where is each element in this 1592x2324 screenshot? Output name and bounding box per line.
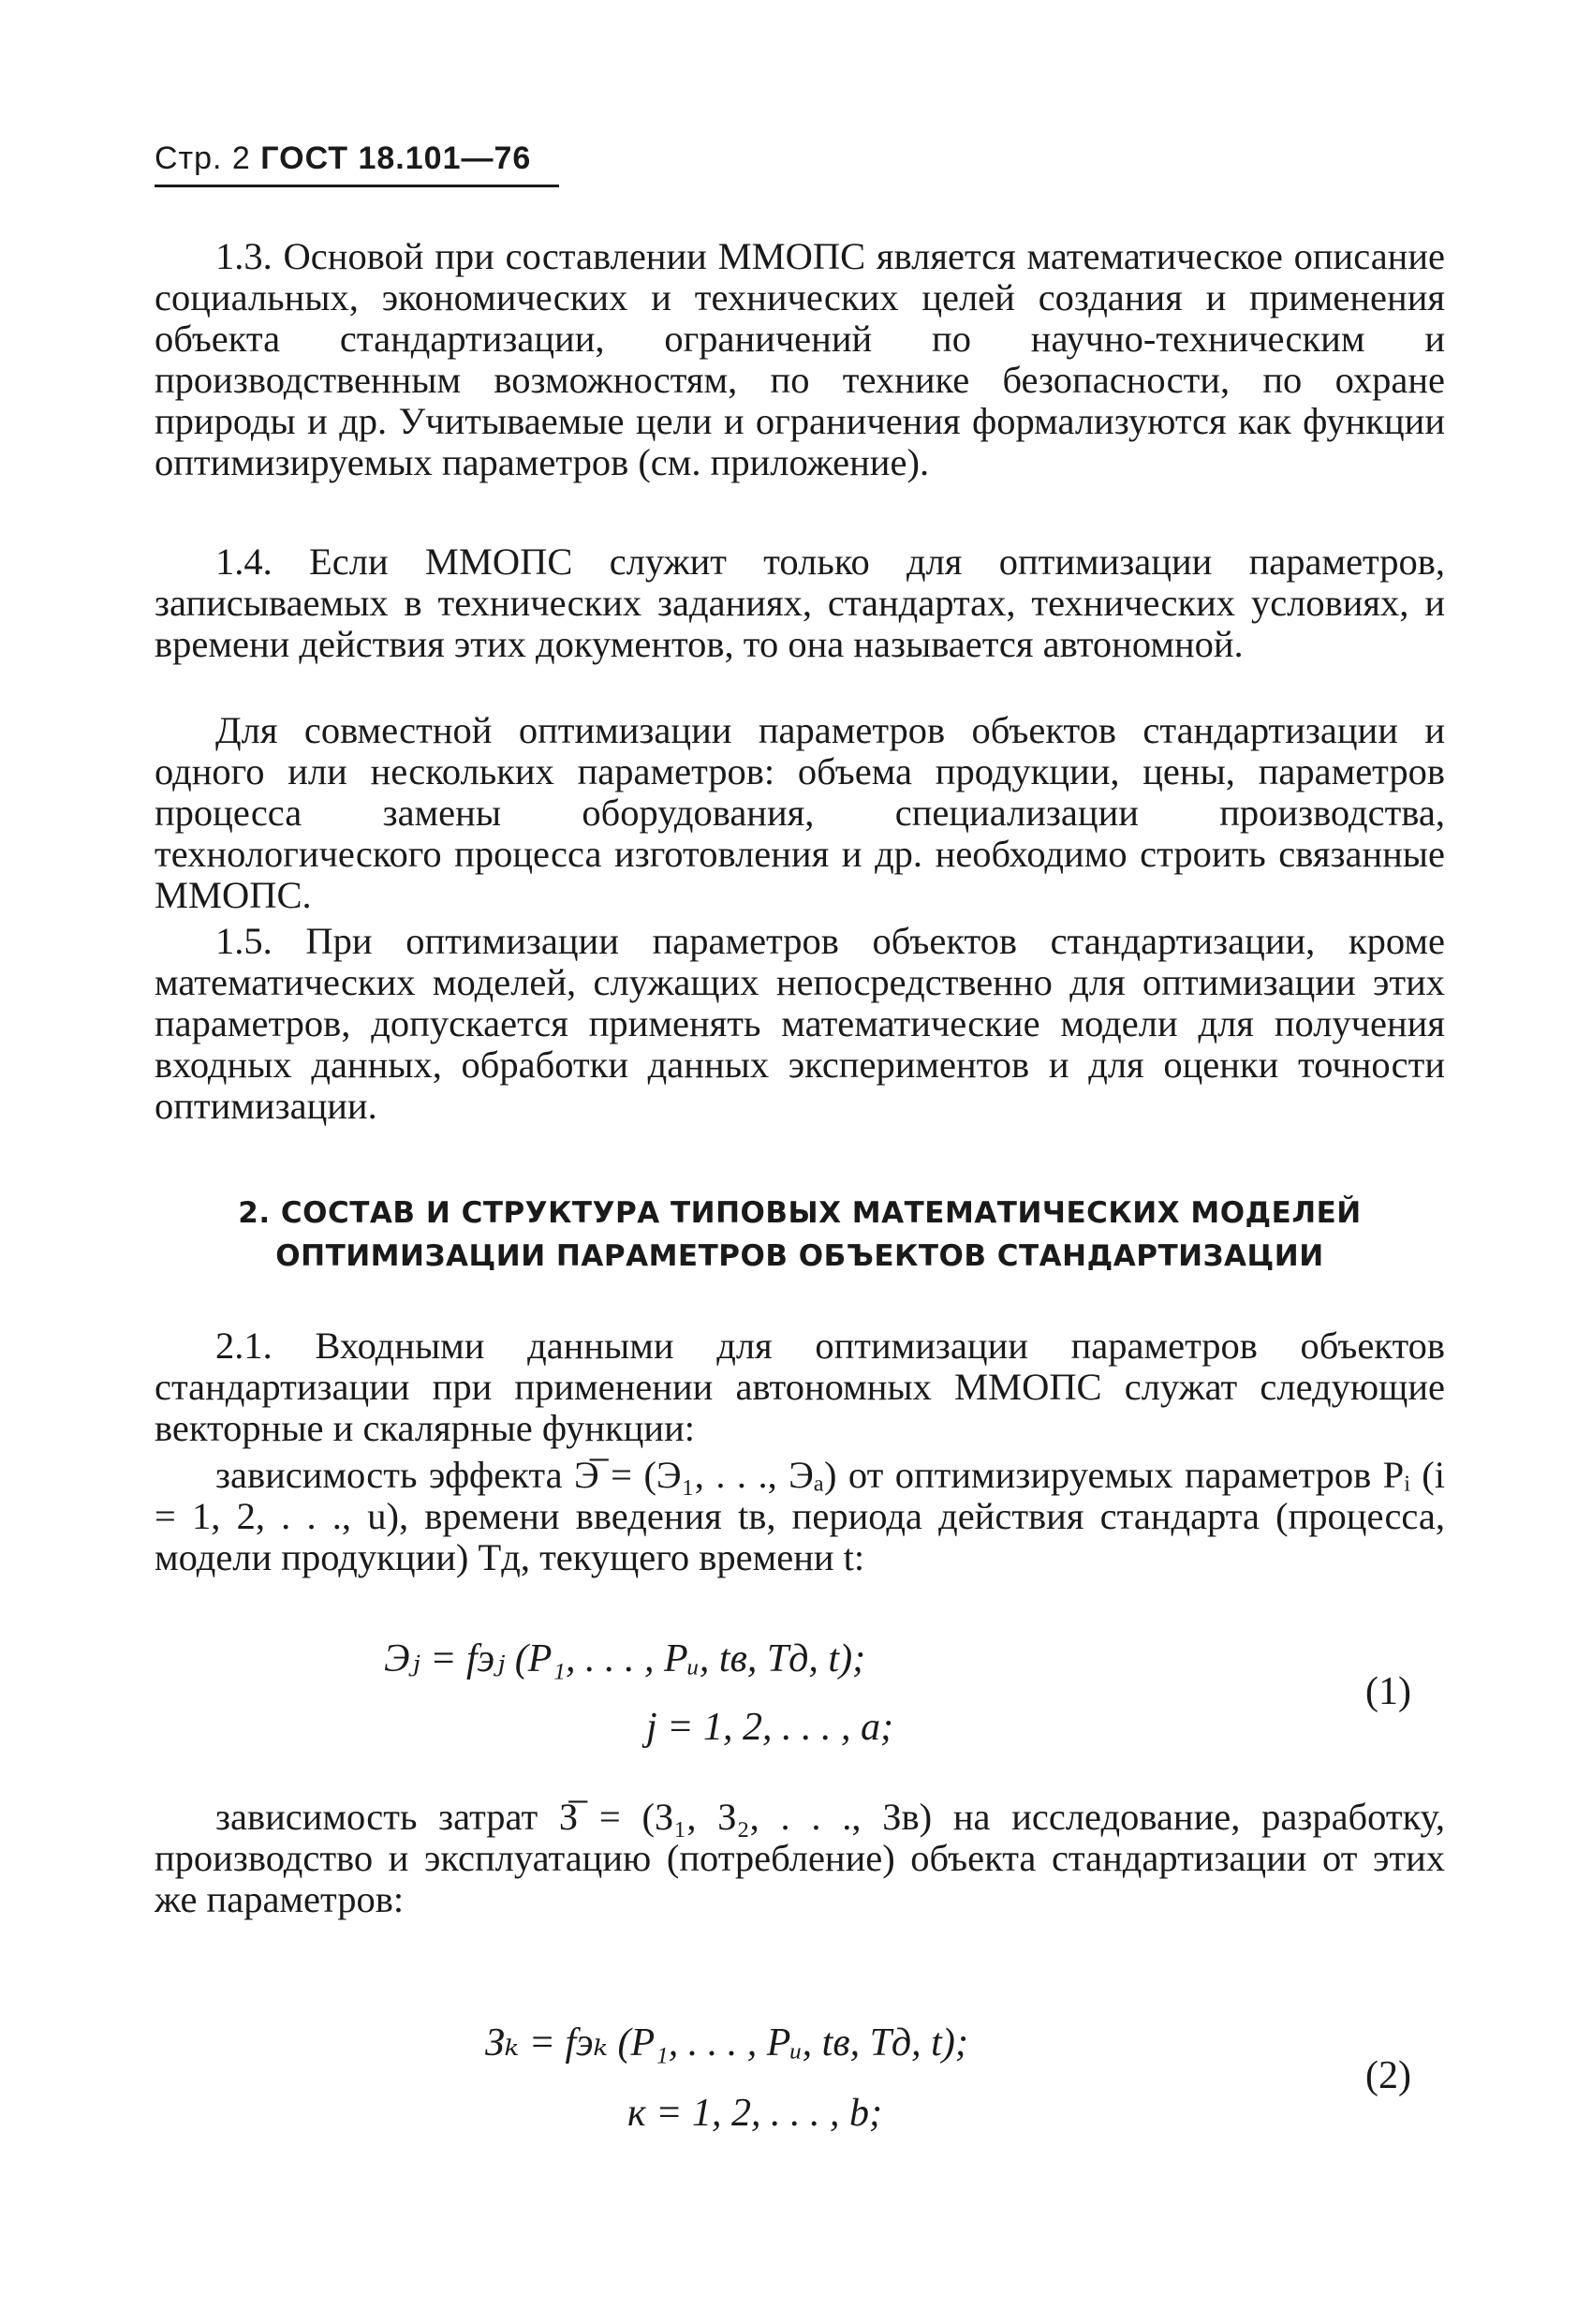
page-header [155,141,531,177]
paragraph-effect-dependency: зависимость эффекта Э̅ = (Э₁, . . ., Эₐ) от оптимизируемых параметров Pᵢ (i = 1, 2, . . ., u), времени введения tв, периода действия стандарта (процесса, модели продукции) Tд, текущего времени t: [155,1454,1445,1578]
paragraph-2-1: 2.1. Входными данными для оптимизации параметров объектов стандартизации при применении автономных ММОПС служат следующие векторные и скалярные функции: [155,1325,1445,1449]
section-2-heading-line-2: ОПТИМИЗАЦИИ ПАРАМЕТРОВ ОБЪЕКТОВ СТАНДАРТИЗАЦИИ [275,1239,1324,1273]
formula-1-line-2: j = 1, 2, . . . , a; [646,1706,893,1749]
paragraph-cost-dependency: зависимость затрат З̅ = (З₁, З₂, . . ., Зв) на исследование, разработку, производство и эксплуатацию (потребление) объекта стандартизации от этих же параметров: [155,1796,1445,1920]
section-2-heading-line-1: 2. СОСТАВ И СТРУКТУРА ТИПОВЫХ МАТЕМАТИЧЕСКИХ МОДЕЛЕЙ [238,1196,1362,1230]
formula-2-line-2: к = 1, 2, . . . , b; [627,2092,882,2135]
page-label: Стр. 2 [155,141,251,176]
section-2-heading [155,1192,1445,1278]
standard-number: ГОСТ 18.101—76 [260,141,532,176]
formula-2-number: (2) [1365,2054,1411,2097]
formula-1-number: (1) [1365,1670,1411,1713]
formula-2-line-1: Зₖ = fэₖ (P₁, . . . , Pᵤ, tв, Tд, t); [485,2021,968,2065]
paragraph-1-5: 1.5. При оптимизации параметров объектов стандартизации, кроме математических моделей, служащих непосредственно для оптимизации этих параметров, допускается применять математические модели для получения входных данных, обработки данных экспериментов и для оценки точности оптимизации. [155,920,1445,1127]
header-rule [155,185,559,187]
paragraph-1-3: 1.3. Основой при составлении ММОПС является математическое описание социальных, экономических и технических целей создания и применения объекта стандартизации, ограничений по научно-техническим и производственным возможностям, по технике безопасности, по охране природы и др. Учитываемые цели и ограничения формализуются как функции оптимизируемых параметров (см. приложение). [155,235,1445,483]
paragraph-1-4-continued: Для совместной оптимизации параметров объектов стандартизации и одного или нескольких параметров: объема продукции, цены, параметров процесса замены оборудования, специализации производства, технологического процесса изготовления и др. необходимо строить связанные ММОПС. [155,709,1445,916]
formula-1-line-1: Эⱼ = fэⱼ (P₁, . . . , Pᵤ, tв, Tд, t); [384,1637,866,1680]
paragraph-1-4: 1.4. Если ММОПС служит только для оптимизации параметров, записываемых в технических заданиях, стандартах, технических условиях, и времени действия этих документов, то она называется автономной. [155,540,1445,665]
